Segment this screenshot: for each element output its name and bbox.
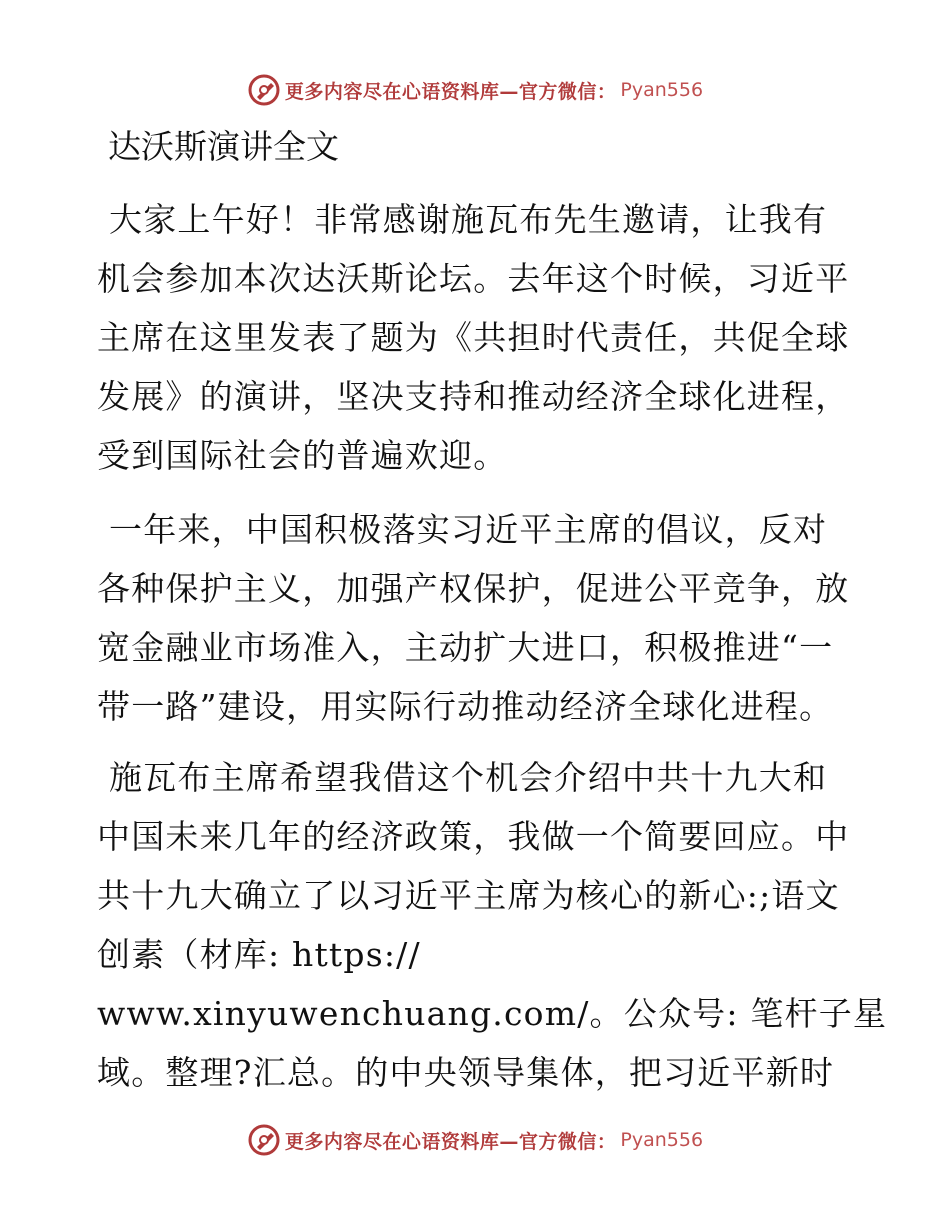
paragraph-line: 大家上午好！非常感谢施瓦布先生邀请，让我有: [109, 200, 828, 239]
logo-icon: [247, 73, 281, 107]
banner-text: 更多内容尽在心语资料库—官方微信：: [284, 80, 617, 103]
header-banner: [0, 70, 950, 110]
paragraph-line: 带一路”建设，用实际行动推动经济全球化进程。: [97, 687, 834, 726]
logo-icon: [247, 1123, 281, 1157]
banner-text: 更多内容尽在心语资料库—官方微信：: [284, 1130, 617, 1153]
paragraph-line: 发展》的演讲，坚决支持和推动经济全球化进程，: [97, 377, 850, 416]
paragraph-line: 施瓦布主席希望我借这个机会介绍中共十九大和: [109, 758, 828, 797]
document-title: 达沃斯演讲全文: [108, 127, 339, 166]
paragraph-1: [97, 190, 857, 485]
paragraph-line: www.xinyuwenchuang.com/。公众号: 笔杆子星: [97, 994, 888, 1033]
footer-banner: [0, 1120, 950, 1160]
paragraph-line: 一年来，中国积极落实习近平主席的倡议，反对: [109, 510, 828, 549]
paragraph-line: 机会参加本次达沃斯论坛。去年这个时候，习近平: [97, 259, 850, 298]
paragraph-line: 创素（材库: https://: [97, 935, 421, 974]
paragraph-line: 域。整理?汇总。的中央领导集体，把习近平新时: [97, 1053, 835, 1092]
paragraph-line: 共十九大确立了以习近平主席为核心的新心:;语文: [97, 876, 840, 915]
paragraph-line: 中国未来几年的经济政策，我做一个简要回应。中: [97, 817, 850, 856]
paragraph-line: 宽金融业市场准入，主动扩大进口，积极推进“一: [97, 628, 834, 667]
paragraph-2: [97, 500, 857, 736]
banner-handle: Pyan556: [620, 1129, 704, 1151]
paragraph-line: 各种保护主义，加强产权保护，促进公平竞争，放: [97, 569, 850, 608]
paragraph-3: [97, 748, 888, 1102]
paragraph-line: 主席在这里发表了题为《共担时代责任，共促全球: [97, 318, 850, 357]
paragraph-line: 受到国际社会的普遍欢迎。: [97, 436, 508, 475]
banner-handle: Pyan556: [620, 79, 704, 101]
